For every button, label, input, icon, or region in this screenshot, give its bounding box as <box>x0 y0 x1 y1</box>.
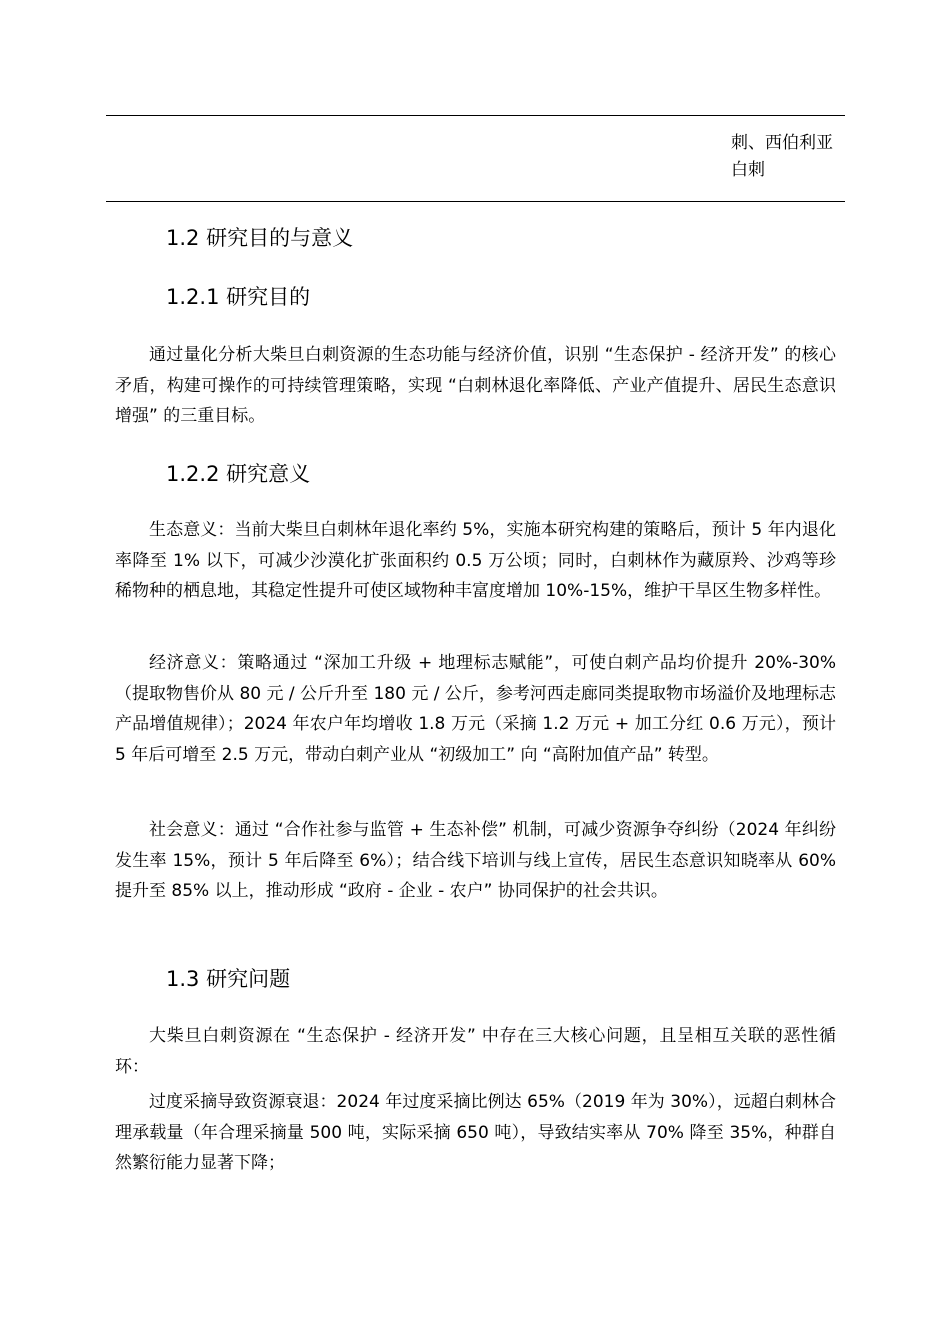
economic-significance-paragraph: 经济意义：策略通过 “深加工升级 + 地理标志赋能”，可使白刺产品均价提升 20%-30%（提取物售价从 80 元 / 公斤升至 180 元 / 公斤，参考河西走廊同类提取物市场溢价及地理标志产品增值规律）；2024 年农户年均增收 1.8 万元（采摘 1.2 万元 + 加工分红 0.6 万元），预计 5 年后可增至 2.5 万元，带动白刺产业从 “初级加工” 向 “高附加值产品” 转型。 <box>115 653 836 765</box>
section-heading-1-2: 1.2 研究目的与意义 <box>166 226 354 250</box>
overharvesting-problem-paragraph: 过度采摘导致资源衰退：2024 年过度采摘比例达 65%（2019 年为 30%），远超白刺林合理承载量（年合理采摘量 500 吨，实际采摘 650 吨），导致结实率从 70% 降至 35%，种群自然繁衍能力显著下降； <box>115 1092 836 1173</box>
table-bottom-rule <box>106 201 845 202</box>
section-heading-1-2-1: 1.2.1 研究目的 <box>166 285 311 309</box>
table-top-rule <box>106 115 845 116</box>
research-purpose-paragraph: 通过量化分析大柴旦白刺资源的生态功能与经济价值，识别 “生态保护 - 经济开发” 的核心矛盾，构建可操作的可持续管理策略，实现 “白刺林退化率降低、产业产值提升、居民生态意识增强” 的三重目标。 <box>115 345 836 426</box>
section-heading-1-2-2: 1.2.2 研究意义 <box>166 462 311 486</box>
research-problems-intro-paragraph: 大柴旦白刺资源在 “生态保护 - 经济开发” 中存在三大核心问题，且呈相互关联的恶性循环： <box>115 1026 836 1077</box>
table-cell-text: 刺、西伯利亚白刺 <box>731 133 833 180</box>
section-heading-1-3: 1.3 研究问题 <box>166 967 291 991</box>
social-significance-paragraph: 社会意义：通过 “合作社参与监管 + 生态补偿” 机制，可减少资源争夺纠纷（2024 年纠纷发生率 15%，预计 5 年后降至 6%）；结合线下培训与线上宣传，居民生态意识知晓率从 60% 提升至 85% 以上，推动形成 “政府 - 企业 - 农户” 协同保护的社会共识。 <box>115 820 836 901</box>
ecological-significance-paragraph: 生态意义：当前大柴旦白刺林年退化率约 5%，实施本研究构建的策略后，预计 5 年内退化率降至 1% 以下，可减少沙漠化扩张面积约 0.5 万公顷；同时，白刺林作为藏原羚、沙鸡等珍稀物种的栖息地，其稳定性提升可使区域物种丰富度增加 10%-15%，维护干旱区生物多样性。 <box>115 520 836 601</box>
